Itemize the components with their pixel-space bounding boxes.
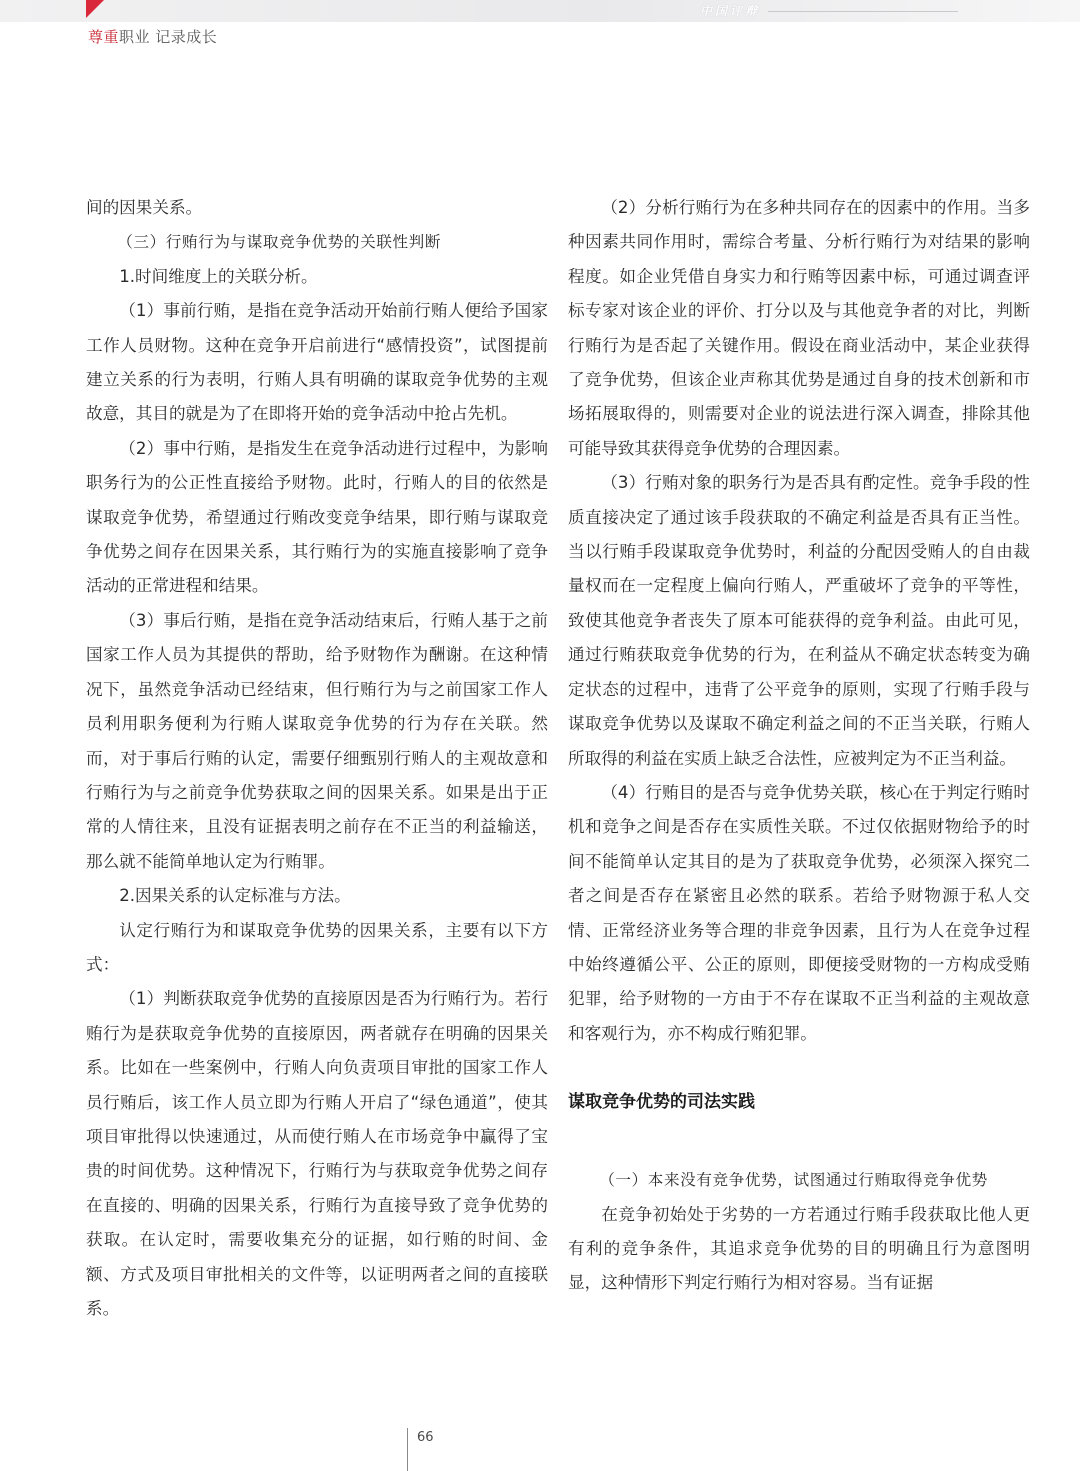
header-rule	[768, 11, 958, 12]
paragraph-continuation: 间的因果关系。	[86, 198, 203, 217]
paragraph: （1）判断获取竞争优势的直接原因是否为行贿行为。若行贿行为是获取竞争优势的直接原因，两者就存在明确的因果关系。比如在一些案例中，行贿人向负责项目审批的国家工作人员行贿后，该工作人员立即为行贿人开启了“绿色通道”，使其项目审批得以快速通过，从而使行贿人在市场竞争中赢得了宝贵的时间优势。这种情况下，行贿行为与获取竞争优势之间存在直接的、明确的因果关系，行贿行为直接导致了竞争优势的获取。在认定时，需要收集充分的证据，如行贿的时间、金额、方式及项目审批相关的文件等，以证明两者之间的直接联系。	[86, 989, 548, 1318]
paragraph: （3）行贿对象的职务行为是否具有酌定性。竞争手段的性质直接决定了通过该手段获取的不确定利益是否具有正当性。当以行贿手段谋取竞争优势时，利益的分配因受贿人的自由裁量权而在一定程度上偏向行贿人，严重破坏了竞争的平等性，致使其他竞争者丧失了原本可能获得的竞争利益。由此可见，通过行贿获取竞争优势的行为，在利益从不确定状态转变为确定状态的过程中，违背了公平竞争的原则，实现了行贿手段与谋取竞争优势以及谋取不确定利益之间的不正当关联，行贿人所取得的利益在实质上缺乏合法性，应被判定为不正当利益。	[568, 473, 1030, 768]
subsection-heading: （三）行贿行为与谋取竞争优势的关联性判断	[117, 233, 442, 252]
paragraph: （1）事前行贿，是指在竞争活动开始前行贿人便给予国家工作人员财物。这种在竞争开启前进行“感情投资”，试图提前建立关系的行为表明，行贿人具有明确的谋取竞争优势的主观故意，其目的就是为了在即将开始的竞争活动中抢占先机。	[86, 301, 548, 424]
left-column	[86, 191, 548, 1326]
magazine-logo: 中国评辩	[700, 4, 761, 18]
paragraph: （4）行贿目的是否与竞争优势关联，核心在于判定行贿时机和竞争之间是否存在实质性关联。不过仅依据财物给予的时间不能简单认定其目的是为了获取竞争优势，必须深入探究二者之间是否存在紧密且必然的联系。若给予财物源于私人交情、正常经济业务等合理的非竞争因素，且行为人在竞争过程中始终遵循公平、公正的原则，即便接受财物的一方构成受贿犯罪，给予财物的一方由于不存在谋取不正当利益的主观故意和客观行为，亦不构成行贿犯罪。	[568, 782, 1030, 1043]
header-banner	[0, 0, 1080, 22]
paragraph: （2）事中行贿，是指发生在竞争活动进行过程中，为影响职务行为的公正性直接给予财物。此时，行贿人的目的依然是谋取竞争优势，希望通过行贿改变竞争结果，即行贿与谋取竞争优势之间存在因果关系，其行贿行为的实施直接影响了竞争活动的正常进程和结果。	[86, 438, 548, 596]
subsection-heading: （一）本来没有竞争优势，试图通过行贿取得竞争优势	[599, 1171, 988, 1190]
footer-divider	[407, 1428, 408, 1471]
numbered-heading: 1.时间维度上的关联分析。	[119, 266, 318, 286]
section-title: 谋取竞争优势的司法实践	[568, 1092, 755, 1113]
paragraph: （3）事后行贿，是指在竞争活动结束后，行贿人基于之前国家工作人员为其提供的帮助，给予财物作为酬谢。在这种情况下，虽然竞争活动已经结束，但行贿行为与之前国家工作人员利用职务便利为行贿人谋取竞争优势的行为存在关联。然而，对于事后行贿的认定，需要仔细甄别行贿人的主观故意和行贿行为与之前竞争优势获取之间的因果关系。如果是出于正常的人情往来，且没有证据表明之前存在不正当的利益输送，那么就不能简单地认定为行贿罪。	[86, 610, 548, 871]
numbered-heading: 2.因果关系的认定标准与方法。	[119, 886, 351, 906]
tagline-accent: 尊重	[88, 28, 120, 46]
header-tagline	[88, 26, 217, 47]
paragraph: （2）分析行贿行为在多种共同存在的因素中的作用。当多种因素共同作用时，需综合考量、分析行贿行为对结果的影响程度。如企业凭借自身实力和行贿等因素中标，可通过调查评标专家对该企业的评价、打分以及与其他竞争者的对比，判断行贿行为是否起了关键作用。假设在商业活动中，某企业获得了竞争优势，但该企业声称其优势是通过自身的技术创新和市场拓展取得的，则需要对企业的说法进行深入调查，排除其他可能导致其获得竞争优势的合理因素。	[568, 198, 1030, 458]
page-number: 66	[417, 1430, 434, 1445]
red-corner-mark	[86, 0, 104, 18]
paragraph: 认定行贿行为和谋取竞争优势的因果关系，主要有以下方式：	[86, 920, 548, 974]
paragraph: 在竞争初始处于劣势的一方若通过行贿手段获取比他人更有利的竞争条件，其追求竞争优势的目的明确且行为意图明显，这种情形下判定行贿行为相对容易。当有证据	[568, 1204, 1030, 1293]
right-column	[568, 191, 1030, 1301]
tagline-rest: 职业 记录成长	[119, 28, 218, 46]
